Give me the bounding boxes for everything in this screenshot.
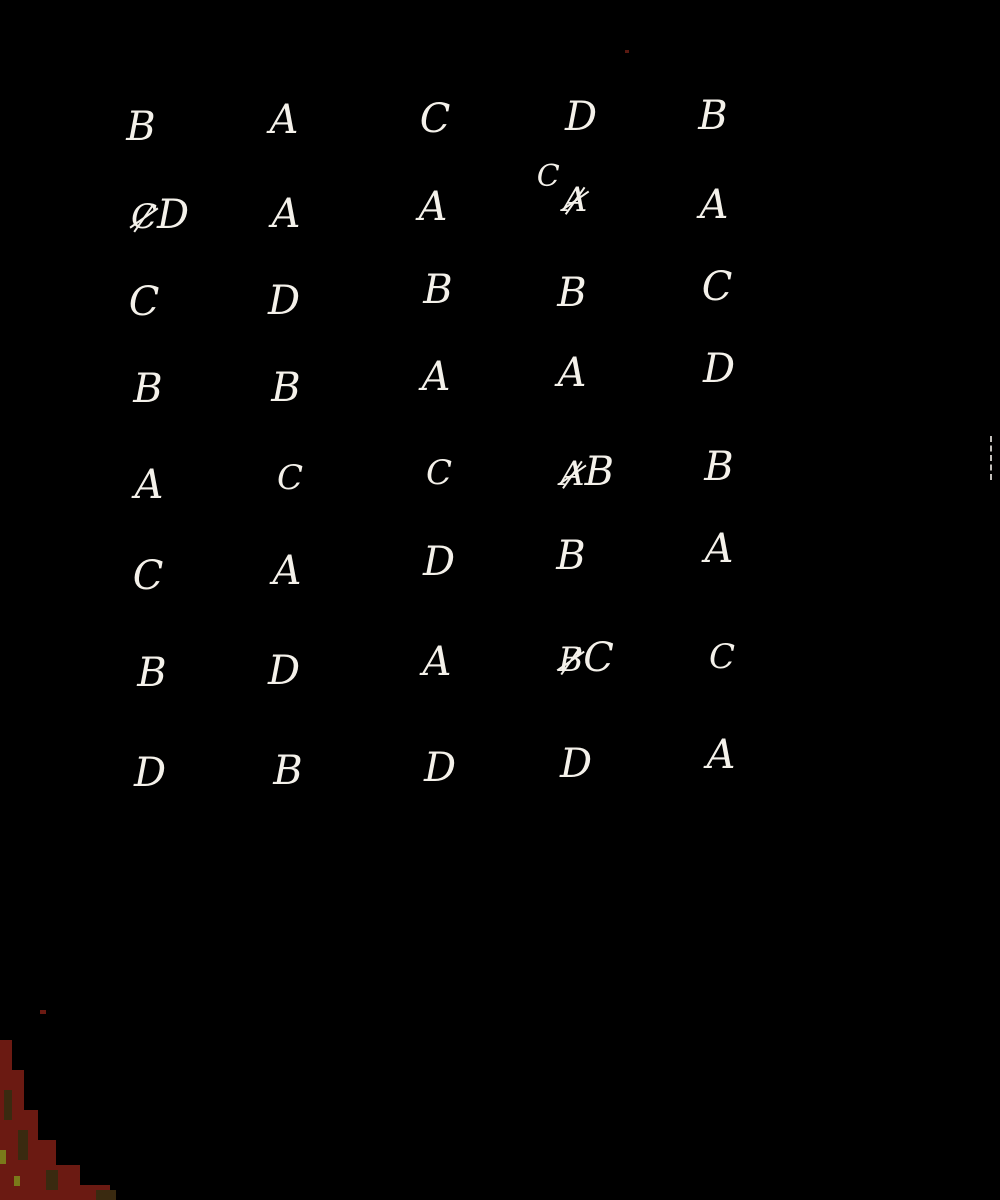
corner-stain <box>0 1000 180 1200</box>
ink-speck <box>625 50 629 53</box>
answer-r4-c3: A <box>421 354 451 400</box>
answer-r4-c5: D <box>702 346 736 392</box>
answer-r1-c5: B <box>698 93 728 139</box>
answer-r6-c1: C <box>132 553 164 599</box>
edge-scribble <box>990 436 1000 480</box>
answer-r4-c2: B <box>271 365 301 411</box>
answer-r5-c1: A <box>134 462 164 508</box>
answer-r8-c5: A <box>706 732 736 778</box>
answer-r7-c3: A <box>422 639 452 685</box>
answer-r3-c3: B <box>423 267 453 313</box>
answer-r8-c2: B <box>273 748 303 794</box>
answer-r1-c2: A <box>269 97 299 143</box>
answer-r2-c2: A <box>271 191 301 237</box>
answer-r3-c2: D <box>267 278 301 324</box>
answer-r8-c4: D <box>559 741 593 787</box>
crossed-out-mark: C <box>130 197 157 237</box>
answer-r4-c1: B <box>133 366 163 412</box>
answer-r8-c1: D <box>133 750 167 796</box>
answer-r2-c1: CD <box>130 192 190 238</box>
answer-r7-c4: BC <box>558 635 614 681</box>
answer-r1-c4: D <box>564 94 598 140</box>
answer-r8-c3: D <box>423 745 457 791</box>
answer-r6-c5: A <box>704 526 734 572</box>
answer-r2-c3: A <box>418 184 448 230</box>
crossed-out-mark: B <box>558 640 584 680</box>
answer-r6-c4: B <box>556 533 586 579</box>
answer-r2-c4 <box>536 159 588 220</box>
answer-r4-c4: A <box>557 350 587 396</box>
answer-r7-c5: C <box>708 637 736 677</box>
answer-r7-c1: B <box>137 650 167 696</box>
answer-r3-c5: C <box>701 264 733 310</box>
answer-r6-c2: A <box>272 548 302 594</box>
answer-r5-c5: B <box>704 444 734 490</box>
crossed-out-mark: A <box>562 180 588 220</box>
answer-r5-c2: C <box>276 458 304 498</box>
answer-r1-c1: B <box>126 104 156 150</box>
crossed-out-mark: A <box>560 454 585 494</box>
answer-r5-c4: AB <box>560 449 614 495</box>
answer-r3-c1: C <box>128 279 160 325</box>
answer-r5-c3: C <box>425 453 453 493</box>
answer-r3-c4: B <box>557 270 587 316</box>
answer-r7-c2: D <box>267 648 301 694</box>
answer-r2-c5: A <box>699 182 729 228</box>
answer-r6-c3: D <box>422 539 456 585</box>
answer-r1-c3: C <box>419 96 451 142</box>
corrected-answer: C <box>536 159 560 194</box>
